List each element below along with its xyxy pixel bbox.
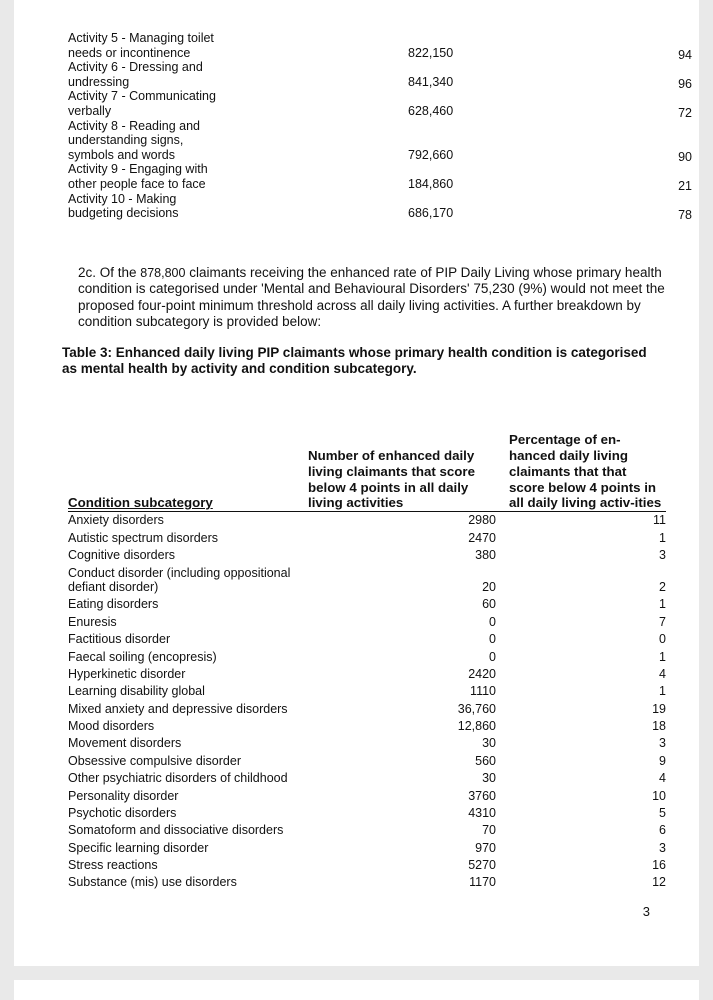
- condition-name: Psychotic disorders: [68, 805, 177, 820]
- next-page-edge: [14, 980, 699, 1000]
- page-number: 3: [642, 904, 650, 919]
- claimant-count: 1110: [470, 684, 496, 699]
- condition-name: Mood disorders: [68, 719, 155, 734]
- condition-name: Cognitive disorders: [68, 548, 175, 563]
- table-row: [68, 874, 666, 891]
- activity-label: Activity 7 - Communicating verbally: [68, 89, 216, 118]
- table-row: [68, 718, 666, 735]
- table-row: [68, 162, 692, 191]
- claimant-total: 878,800: [140, 266, 186, 280]
- percentage: 3: [659, 736, 666, 751]
- claimant-count: 2980: [468, 513, 496, 528]
- percentage: 21: [678, 178, 692, 193]
- condition-name: Enuresis: [68, 614, 117, 629]
- percentage: 3: [659, 548, 666, 563]
- condition-name: Substance (mis) use disorders: [68, 875, 237, 890]
- condition-name: Learning disability global: [68, 684, 205, 699]
- claimant-count: 792,660: [408, 147, 454, 162]
- table-row: [68, 839, 666, 856]
- paragraph-prefix: 2c. Of the: [78, 265, 141, 280]
- table-row: [68, 666, 666, 683]
- claimant-count: 4310: [468, 805, 496, 820]
- table-row: [68, 31, 692, 60]
- percentage: 96: [678, 76, 692, 91]
- claimant-count: 0: [489, 632, 496, 647]
- table-header: [68, 414, 666, 512]
- table-row: [68, 529, 666, 546]
- table-3: [68, 414, 666, 891]
- claimant-count: 36,760: [457, 701, 496, 716]
- claimant-count: 184,860: [408, 176, 454, 191]
- condition-name: Faecal soiling (encopresis): [68, 649, 217, 664]
- percentage: 72: [678, 105, 692, 120]
- table-row: [68, 547, 666, 564]
- percentage: 3: [659, 840, 666, 855]
- percentage: 1: [659, 649, 666, 664]
- claimant-count: 30: [482, 736, 496, 751]
- percentage: 9: [659, 753, 666, 768]
- header-number-of-claimants: Number of enhanced daily living claimants that score below 4 points in all daily living activities: [308, 448, 476, 511]
- condition-name: Hyperkinetic disorder: [68, 666, 186, 681]
- activity-label: Activity 9 - Engaging with other people face to face: [68, 162, 208, 191]
- table-body: [68, 512, 666, 891]
- percentage: 1: [659, 684, 666, 699]
- condition-name: Movement disorders: [68, 736, 182, 751]
- claimant-count: 0: [489, 614, 496, 629]
- claimant-count: 822,150: [408, 45, 454, 60]
- condition-name: Eating disorders: [68, 597, 159, 612]
- table-row: [68, 60, 692, 89]
- claimant-count: 380: [475, 548, 496, 563]
- percentage: 78: [678, 208, 692, 223]
- table-row: [68, 805, 666, 822]
- claimant-count: 30: [482, 771, 496, 786]
- claimant-count: 60: [482, 597, 496, 612]
- table-row: [68, 613, 666, 630]
- percentage: 1: [659, 530, 666, 545]
- activity-label: Activity 5 - Managing toilet needs or incontinence: [68, 31, 214, 60]
- table-row: [68, 735, 666, 752]
- activity-label: Activity 6 - Dressing and undressing: [68, 60, 203, 89]
- percentage: 10: [652, 788, 666, 803]
- percentage: 0: [659, 632, 666, 647]
- condition-name: Stress reactions: [68, 858, 158, 873]
- percentage: 5: [659, 805, 666, 820]
- claimant-count: 2420: [468, 666, 496, 681]
- document-page: [14, 0, 699, 966]
- condition-name: Conduct disorder (including oppositional defiant disorder): [68, 565, 291, 595]
- percentage: 4: [659, 666, 666, 681]
- table-row: [68, 564, 666, 596]
- table-3-caption: Table 3: Enhanced daily living PIP claimants whose primary health condition is categorised as mental health by activity and condition subcategory.: [62, 345, 647, 377]
- table-row: [68, 683, 666, 700]
- table-row: [68, 596, 666, 613]
- condition-name: Factitious disorder: [68, 632, 171, 647]
- activity-label: Activity 10 - Making budgeting decisions: [68, 191, 179, 221]
- header-percentage: Percentage of en-hanced daily living claimants that that score below 4 points in all daily living activ-ities: [509, 432, 662, 511]
- table-row: [68, 822, 666, 839]
- table-2-continuation: [68, 31, 692, 221]
- claimant-count: 628,460: [408, 103, 454, 118]
- percentage: 4: [659, 771, 666, 786]
- claimant-count: 3760: [468, 788, 496, 803]
- claimant-count: 70: [482, 823, 496, 838]
- table-row: [68, 192, 692, 221]
- table-row: [68, 512, 666, 529]
- percentage: 94: [678, 47, 692, 62]
- header-condition-subcategory: Condition subcategory: [68, 495, 213, 511]
- condition-name: Anxiety disorders: [68, 513, 164, 528]
- condition-name: Autistic spectrum disorders: [68, 530, 219, 545]
- claimant-count: 20: [482, 580, 496, 595]
- claimant-count: 841,340: [408, 74, 454, 89]
- percentage: 12: [652, 875, 666, 890]
- table-row: [68, 119, 692, 163]
- claimant-count: 2470: [468, 530, 496, 545]
- percentage: 18: [652, 719, 666, 734]
- claimant-count: 560: [475, 753, 496, 768]
- percentage: 16: [652, 858, 666, 873]
- percentage: 7: [659, 614, 666, 629]
- condition-name: Obsessive compulsive disorder: [68, 753, 241, 768]
- claimant-count: 970: [475, 840, 496, 855]
- percentage: 1: [659, 597, 666, 612]
- paragraph-2c: [78, 265, 668, 331]
- percentage: 11: [653, 513, 666, 528]
- claimant-count: 1170: [469, 875, 496, 890]
- percentage: 90: [678, 149, 692, 164]
- table-row: [68, 89, 692, 118]
- paragraph-text: claimants receiving the enhanced rate of PIP Daily Living whose primary health condition is categorised under 'Mental and Behavioural Disorders' 75,230 (9%) would not meet the proposed four-point minimum threshold across all daily living activities. A further breakdown by condition subcategory is provided below:: [78, 265, 665, 330]
- table-row: [68, 631, 666, 648]
- percentage: 19: [652, 701, 666, 716]
- condition-name: Mixed anxiety and depressive disorders: [68, 701, 288, 716]
- claimant-count: 0: [489, 649, 496, 664]
- condition-name: Other psychiatric disorders of childhood: [68, 771, 288, 786]
- table-row: [68, 700, 666, 717]
- condition-name: Somatoform and dissociative disorders: [68, 823, 284, 838]
- condition-name: Specific learning disorder: [68, 840, 209, 855]
- percentage: 6: [659, 823, 666, 838]
- claimant-count: 5270: [468, 858, 496, 873]
- table-row: [68, 648, 666, 665]
- table-row: [68, 770, 666, 787]
- table-row: [68, 857, 666, 874]
- table-row: [68, 752, 666, 769]
- claimant-count: 686,170: [408, 206, 454, 221]
- percentage: 2: [659, 580, 666, 595]
- activity-label: Activity 8 - Reading and understanding signs, symbols and words: [68, 118, 201, 162]
- table-row: [68, 787, 666, 804]
- condition-name: Personality disorder: [68, 788, 179, 803]
- claimant-count: 12,860: [457, 719, 496, 734]
